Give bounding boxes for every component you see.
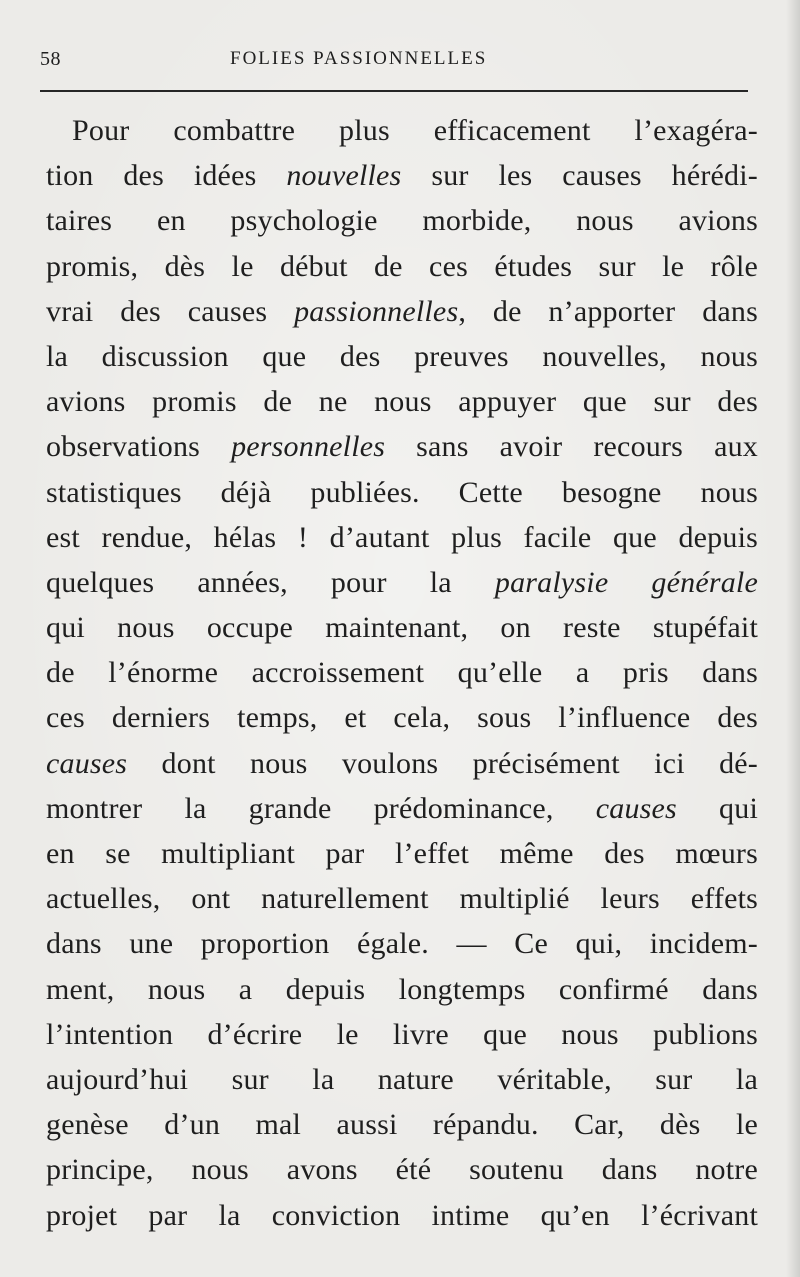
text-line: genèse d’un mal aussi répandu. Car, dès le — [46, 1108, 758, 1142]
text-line: est rendue, hélas ! d’autant plus facile que depuis — [46, 520, 758, 554]
page-number: 58 — [40, 48, 61, 70]
text-line: qui nous occupe maintenant, on reste stupéfait — [46, 611, 758, 645]
text-line: causes dont nous voulons précisément ici dé- — [46, 746, 758, 780]
italic-emphasis: passionnelles — [294, 294, 459, 328]
text-line: tion des idées nouvelles sur les causes hérédi- — [46, 159, 758, 193]
text-line: projet par la conviction intime qu’en l’écrivant — [46, 1198, 758, 1232]
text-line: de l’énorme accroissement qu’elle a pris dans — [46, 656, 758, 690]
text-line: en se multipliant par l’effet même des mœurs — [46, 837, 758, 870]
italic-emphasis: causes — [46, 746, 128, 780]
text-line: vrai des causes passionnelles, de n’apporter dans — [46, 294, 758, 328]
text-line: dans une proportion égale. — Ce qui, incidem- — [46, 927, 758, 961]
text-line: promis, dès le début de ces études sur le rôle — [46, 249, 758, 283]
text-line: ment, nous a depuis longtemps confirmé dans — [46, 972, 758, 1006]
italic-emphasis: paralysie générale — [494, 565, 758, 599]
italic-emphasis: causes — [595, 791, 677, 825]
text-line: montrer la grande prédominance, causes qui — [46, 791, 758, 825]
text-line: taires en psychologie morbide, nous avions — [46, 204, 758, 238]
text-line: statistiques déjà publiées. Cette besogne nous — [46, 475, 758, 509]
text-line: actuelles, ont naturellement multiplié leurs effets — [46, 882, 758, 916]
body-paragraph — [46, 108, 758, 1238]
header-rule — [40, 90, 748, 92]
text-line: avions promis de ne nous appuyer que sur des — [46, 385, 758, 419]
text-line: l’intention d’écrire le livre que nous publions — [46, 1017, 758, 1051]
italic-emphasis: personnelles — [231, 430, 386, 464]
text-line: observations personnelles sans avoir recours aux — [46, 430, 758, 464]
text-line: Pour combattre plus efficacement l’exagéra- — [72, 114, 758, 147]
text-line: quelques années, pour la paralysie générale — [46, 565, 758, 599]
text-line: aujourd’hui sur la nature véritable, sur la — [46, 1062, 758, 1096]
text-line: la discussion que des preuves nouvelles, nous — [46, 339, 758, 373]
text-line: principe, nous avons été soutenu dans notre — [46, 1153, 758, 1187]
text-line: ces derniers temps, et cela, sous l’influence des — [46, 701, 758, 735]
italic-emphasis: nouvelles — [286, 159, 402, 193]
page-spine-shadow — [786, 0, 800, 1277]
page-header — [40, 42, 750, 72]
running-title: FOLIES PASSIONNELLES — [230, 48, 488, 69]
